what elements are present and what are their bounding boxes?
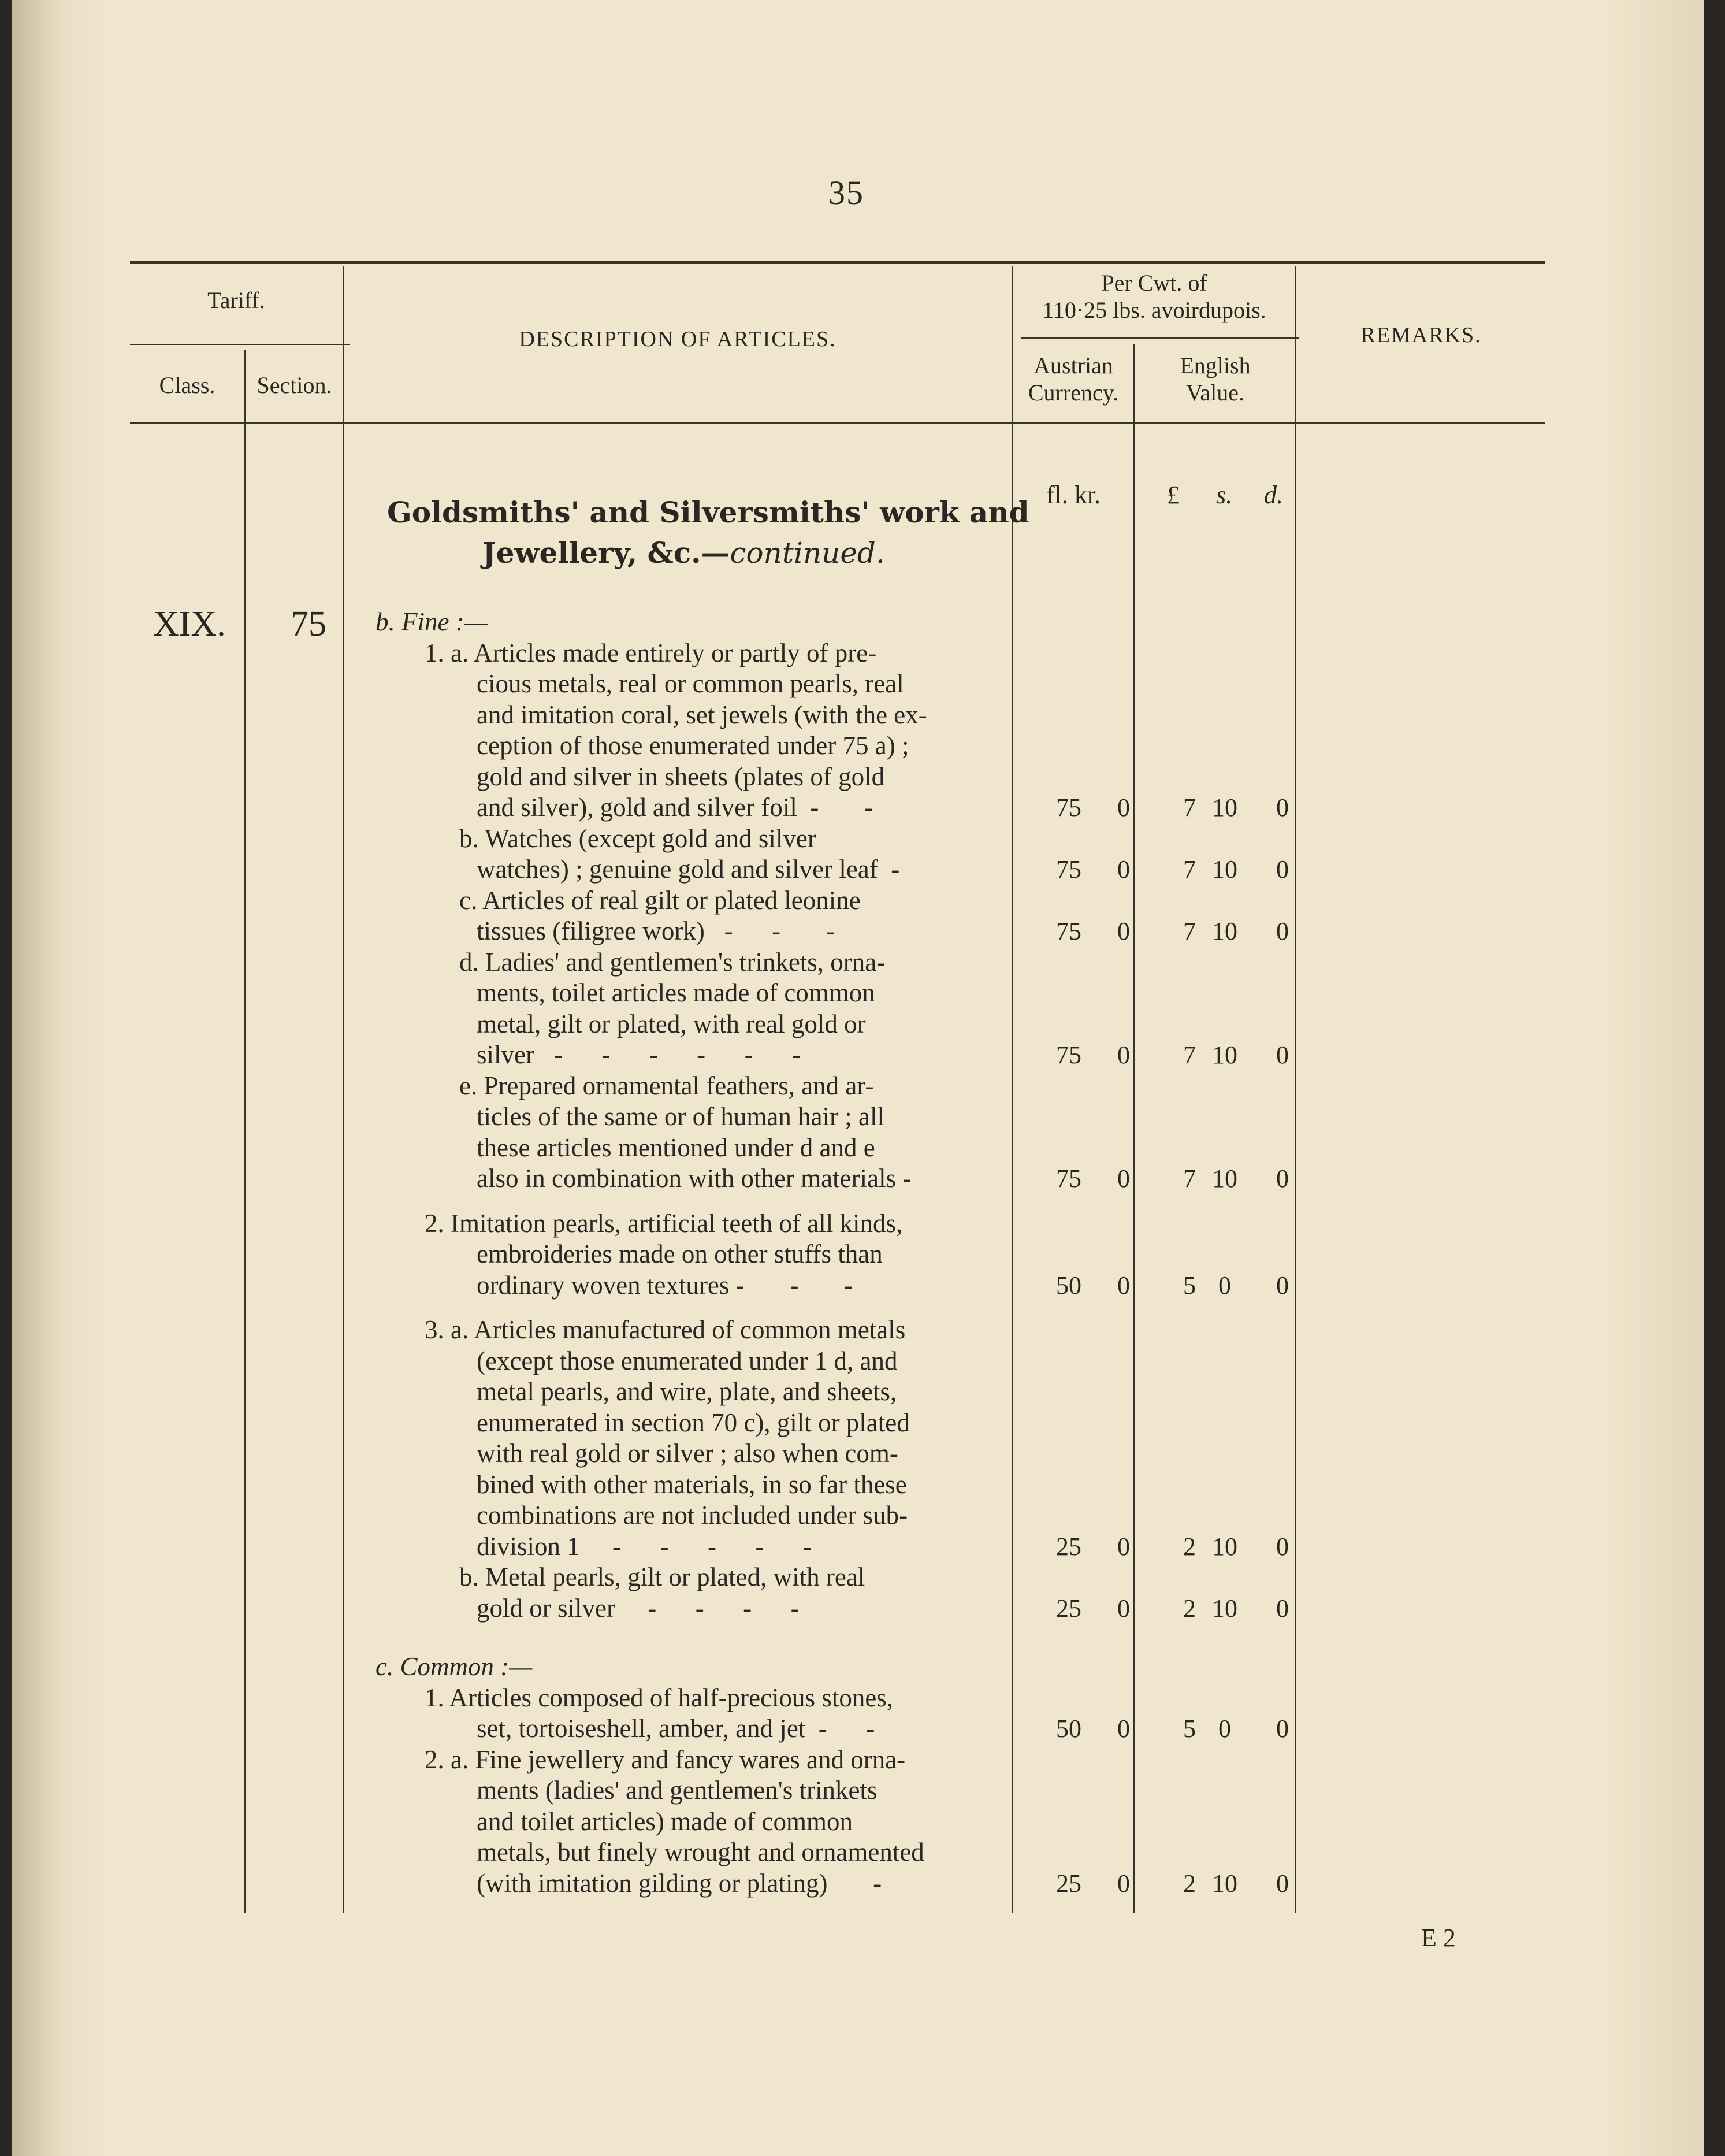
remarks-header: REMARKS. bbox=[1360, 323, 1482, 347]
description-line: ments, toilet articles made of common bbox=[477, 978, 875, 1007]
section-title-line2 bbox=[482, 533, 885, 573]
description-line: set, tortoiseshell, amber, and jet - - bbox=[477, 1714, 875, 1743]
rate-english-pounds: 7 bbox=[1183, 917, 1196, 945]
rate-english-pence: 0 bbox=[1276, 1164, 1289, 1193]
rate-english-pence: 0 bbox=[1276, 1532, 1289, 1561]
description-line: b. Fine :— bbox=[376, 607, 488, 636]
section-title-text: Jewellery, &c.— bbox=[482, 536, 730, 570]
rate-english-pounds: 7 bbox=[1183, 793, 1196, 822]
description-line: b. Metal pearls, gilt or plated, with real bbox=[459, 1563, 865, 1592]
rate-austrian-fl: 25 bbox=[1056, 1532, 1081, 1561]
description-line: (with imitation gilding or plating) - bbox=[477, 1868, 882, 1898]
rate-english-shillings: 0 bbox=[1218, 1271, 1231, 1300]
rate-english-shillings: 10 bbox=[1212, 855, 1237, 884]
description-line: combinations are not included under sub- bbox=[477, 1501, 908, 1530]
description-line: gold and silver in sheets (plates of gold bbox=[477, 762, 885, 791]
description-line: and toilet articles) made of common bbox=[477, 1806, 853, 1836]
description-line: ception of those enumerated under 75 a) ; bbox=[477, 731, 909, 760]
description-line: also in combination with other materials - bbox=[477, 1164, 912, 1193]
english-remarks-divider bbox=[1295, 266, 1296, 1913]
description-line: 3. a. Articles manufactured of common metals bbox=[425, 1315, 906, 1345]
austrian-header-line2: Currency. bbox=[1028, 380, 1119, 406]
shilling-unit: s. bbox=[1216, 481, 1233, 509]
rate-austrian-fl: 75 bbox=[1056, 1041, 1081, 1069]
description-line: c. Common :— bbox=[376, 1652, 533, 1682]
rate-austrian-kr: 0 bbox=[1117, 855, 1130, 884]
rate-english-pence: 0 bbox=[1276, 917, 1289, 945]
rate-english-pence: 0 bbox=[1276, 1271, 1289, 1300]
rate-english-shillings: 10 bbox=[1212, 1164, 1237, 1193]
description-line: these articles mentioned under d and e bbox=[477, 1133, 875, 1162]
english-header-line2: Value. bbox=[1185, 380, 1245, 406]
description-line: silver - - - - - - bbox=[477, 1040, 801, 1069]
rate-english-pence: 0 bbox=[1276, 855, 1289, 884]
rate-english-pounds: 5 bbox=[1183, 1271, 1196, 1300]
pence-unit: d. bbox=[1264, 481, 1283, 509]
description-line: cious metals, real or common pearls, real bbox=[477, 669, 904, 698]
description-line: 2. a. Fine jewellery and fancy wares and orna- bbox=[425, 1745, 906, 1774]
description-line: ordinary woven textures - - - bbox=[477, 1270, 853, 1300]
rate-austrian-kr: 0 bbox=[1117, 1164, 1130, 1193]
rate-austrian-kr: 0 bbox=[1117, 1869, 1130, 1898]
description-line: c. Articles of real gilt or plated leonine bbox=[459, 885, 861, 915]
description-line: gold or silver - - - - bbox=[477, 1593, 800, 1623]
class-value: XIX. bbox=[153, 604, 226, 644]
description-line: tissues (filigree work) - - - bbox=[477, 916, 835, 945]
rate-english-shillings: 10 bbox=[1212, 1532, 1237, 1561]
rate-austrian-kr: 0 bbox=[1117, 1271, 1130, 1300]
description-line: division 1 - - - - - bbox=[477, 1531, 812, 1561]
rate-english-pence: 0 bbox=[1276, 793, 1289, 822]
description-line: b. Watches (except gold and silver bbox=[459, 823, 816, 853]
description-line: metals, but finely wrought and ornamented bbox=[477, 1838, 924, 1867]
description-line: 1. a. Articles made entirely or partly of pre- bbox=[425, 638, 877, 667]
description-line: watches) ; genuine gold and silver leaf - bbox=[477, 855, 900, 884]
rate-austrian-fl: 50 bbox=[1056, 1715, 1081, 1743]
class-section-divider bbox=[244, 350, 246, 1913]
rate-english-pounds: 7 bbox=[1183, 1041, 1196, 1069]
rate-austrian-fl: 25 bbox=[1056, 1869, 1081, 1898]
description-line: and silver), gold and silver foil - - bbox=[477, 793, 873, 822]
description-line: enumerated in section 70 c), gilt or plated bbox=[477, 1408, 910, 1437]
austrian-english-divider bbox=[1133, 344, 1135, 1913]
rate-austrian-fl: 50 bbox=[1056, 1271, 1081, 1300]
signature-mark: E 2 bbox=[1421, 1924, 1456, 1952]
per-cwt-header-line1: Per Cwt. of bbox=[1101, 270, 1207, 296]
section-header: Section. bbox=[256, 372, 332, 398]
rate-austrian-kr: 0 bbox=[1117, 1594, 1130, 1623]
class-header: Class. bbox=[159, 372, 215, 398]
rate-austrian-fl: 75 bbox=[1056, 917, 1081, 945]
description-line: bined with other materials, in so far these bbox=[477, 1470, 907, 1499]
tariff-description-divider bbox=[343, 266, 344, 1913]
rate-austrian-kr: 0 bbox=[1117, 1041, 1130, 1069]
tariff-header: Tariff. bbox=[207, 287, 265, 313]
section-title-line1: Goldsmiths' and Silversmiths' work and bbox=[387, 495, 1029, 529]
description-line: 1. Articles composed of half-precious stones, bbox=[425, 1683, 894, 1712]
document-page bbox=[12, 0, 1704, 2156]
rate-austrian-kr: 0 bbox=[1117, 1715, 1130, 1743]
rate-english-shillings: 0 bbox=[1218, 1715, 1231, 1743]
rate-english-pounds: 2 bbox=[1183, 1532, 1196, 1561]
rate-english-pence: 0 bbox=[1276, 1594, 1289, 1623]
rate-austrian-kr: 0 bbox=[1117, 917, 1130, 945]
rate-english-pounds: 2 bbox=[1183, 1594, 1196, 1623]
description-line: metal pearls, and wire, plate, and sheets, bbox=[477, 1377, 897, 1407]
rate-english-pounds: 7 bbox=[1183, 855, 1196, 884]
rate-english-pounds: 2 bbox=[1183, 1869, 1196, 1898]
rate-english-shillings: 10 bbox=[1212, 917, 1237, 945]
rate-austrian-kr: 0 bbox=[1117, 793, 1130, 822]
description-line: ticles of the same or of human hair ; all bbox=[477, 1102, 885, 1131]
rate-austrian-kr: 0 bbox=[1117, 1532, 1130, 1561]
rate-english-shillings: 10 bbox=[1212, 1594, 1237, 1623]
per-cwt-header-line2: 110·25 lbs. avoirdupois. bbox=[1042, 297, 1266, 323]
description-line: 2. Imitation pearls, artificial teeth of all kinds, bbox=[425, 1208, 903, 1238]
rate-english-pence: 0 bbox=[1276, 1715, 1289, 1743]
austrian-units: fl. kr. bbox=[1046, 481, 1101, 509]
page-number: 35 bbox=[828, 174, 864, 211]
rate-austrian-fl: 75 bbox=[1056, 793, 1081, 822]
rate-austrian-fl: 25 bbox=[1056, 1594, 1081, 1623]
rate-english-pounds: 7 bbox=[1183, 1164, 1196, 1193]
rate-english-shillings: 10 bbox=[1212, 1041, 1237, 1069]
rate-english-pence: 0 bbox=[1276, 1041, 1289, 1069]
rate-english-shillings: 10 bbox=[1212, 793, 1237, 822]
description-line: e. Prepared ornamental feathers, and ar- bbox=[459, 1071, 874, 1100]
description-line: and imitation coral, set jewels (with the ex- bbox=[477, 700, 927, 729]
austrian-header-line1: Austrian bbox=[1033, 352, 1113, 378]
rate-english-pence: 0 bbox=[1276, 1869, 1289, 1898]
tariff-subheader-rule bbox=[130, 344, 350, 345]
description-line: (except those enumerated under 1 d, and bbox=[477, 1346, 898, 1375]
header-top-rule bbox=[130, 261, 1545, 264]
rate-english-pounds: 5 bbox=[1183, 1715, 1196, 1743]
section-title-continued: continued. bbox=[730, 536, 885, 570]
section-value: 75 bbox=[291, 604, 326, 644]
pound-unit: £ bbox=[1167, 481, 1180, 509]
rate-english-shillings: 10 bbox=[1212, 1869, 1237, 1898]
rate-austrian-fl: 75 bbox=[1056, 855, 1081, 884]
description-line: d. Ladies' and gentlemen's trinkets, orna- bbox=[459, 947, 886, 977]
english-header-line1: English bbox=[1180, 352, 1251, 378]
description-line: ments (ladies' and gentlemen's trinkets bbox=[477, 1776, 878, 1805]
description-line: metal, gilt or plated, with real gold or bbox=[477, 1009, 866, 1038]
description-header: DESCRIPTION OF ARTICLES. bbox=[519, 327, 837, 351]
description-line: embroideries made on other stuffs than bbox=[477, 1240, 883, 1269]
per-cwt-subheader-rule bbox=[1021, 337, 1299, 339]
description-line: with real gold or silver ; also when com- bbox=[477, 1439, 898, 1468]
rate-austrian-fl: 75 bbox=[1056, 1164, 1081, 1193]
